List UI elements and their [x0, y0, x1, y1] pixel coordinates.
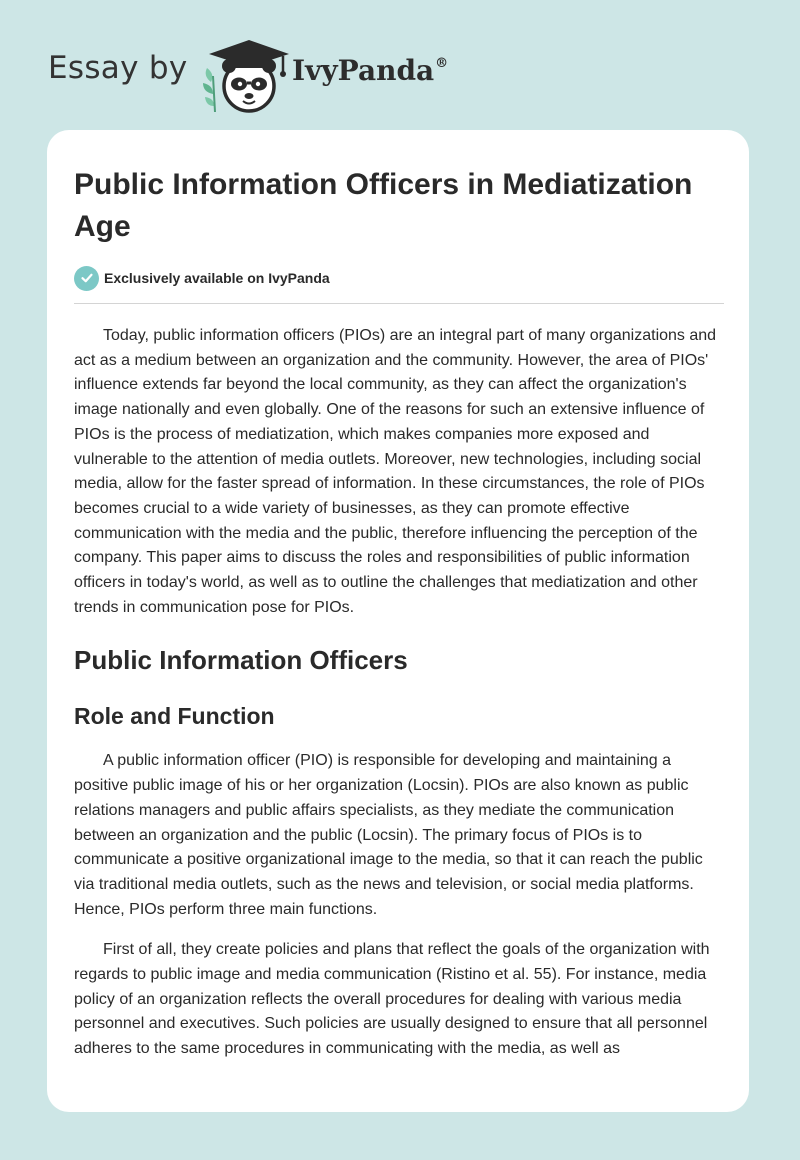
intro-paragraph: Today, public information officers (PIOs) are an integral part of many organizations and act as a medium between an organization and the community. However, the area of PIOs' influence extends far beyond the local community, as they can affect the organization's image nationally and even globally. One of the reasons for such an extensive influence of PIOs is the process of mediatization, which makes companies more exposed and vulnerable to the attention of media outlets. Moreover, new technologies, including social media, allow for the faster spread of information. In these circumstances, the role of PIOs becomes crucial to a wide variety of businesses, as they can promote effective communication with the media and the public, therefore influencing the perception of the company. This paper aims to discuss the roles and responsibilities of public information officers in today's world, as well as to outline the challenges that mediatization and other trends in communication pose for PIOs.	[74, 327, 717, 616]
brand-name-text: IvyPanda	[292, 54, 435, 87]
role-paragraph: A public information officer (PIO) is responsible for developing and maintaining a positive public image of his or her organization (Locsin). PIOs are also known as public relations managers and public affairs specialists, as they mediate the communication between an organization and the public (Locsin). The primary focus of PIOs is to communicate a positive organizational image to the media, so that it can reach the public via traditional media outlets, such as the news and television, or social media platforms. Hence, PIOs perform three main functions.	[74, 752, 703, 918]
subsection-heading: Role and Function	[74, 703, 275, 730]
exclusive-badge	[74, 263, 724, 293]
section-heading: Public Information Officers	[74, 645, 408, 676]
site-header	[48, 32, 528, 112]
exclusive-label: Exclusively available on IvyPanda	[104, 270, 330, 286]
essay-card	[47, 130, 749, 1112]
registered-mark: ®	[435, 56, 449, 71]
brand-name[interactable]	[292, 54, 448, 87]
panda-logo-icon[interactable]	[201, 36, 293, 114]
essay-content	[74, 164, 724, 1062]
first-paragraph: First of all, they create policies and plans that reflect the goals of the organization with regards to public image and media communication (Ristino et al. 55). For instance, media policy of an organization reflects the overall procedures for dealing with various media personnel and executives. Such policies are usually designed to ensure that all personnel adheres to the same procedures in communicating with the media, as well as	[74, 941, 710, 1058]
page-title: Public Information Officers in Mediatization Age	[74, 168, 693, 243]
title-divider	[74, 303, 724, 304]
check-circle-icon	[74, 266, 99, 291]
essay-by-label: Essay by	[48, 50, 188, 86]
